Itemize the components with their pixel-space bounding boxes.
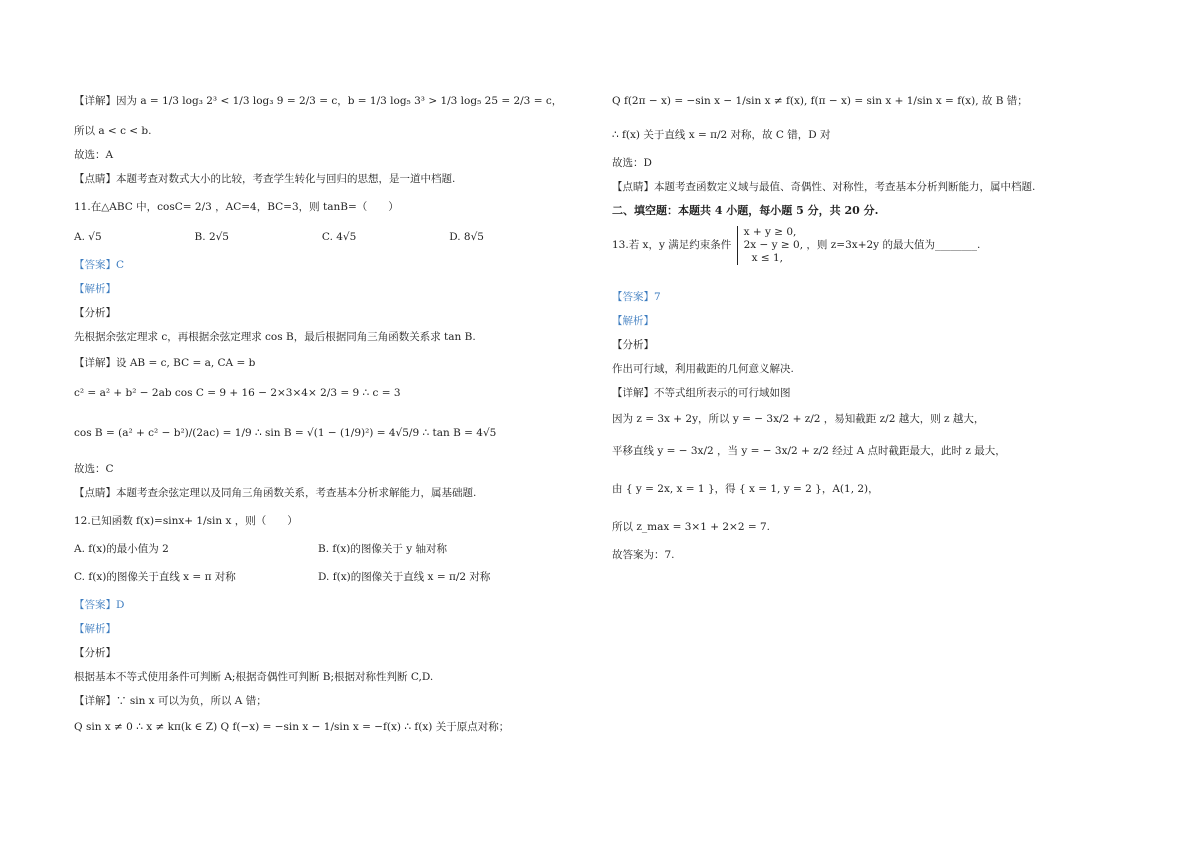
comment-11: 【点睛】本题考查余弦定理以及同角三角函数关系，考查基本分析求解能力，属基础题. xyxy=(74,487,477,499)
constraint-1: x + y ≥ 0, xyxy=(743,226,797,238)
detail-11-setup: 【详解】设 AB = c, BC = a, CA = b xyxy=(74,357,256,369)
detail-12-conclusion: ∴ f(x) 关于直线 x = π/2 对称，故 C 错，D 对 xyxy=(612,129,831,141)
question-11-options xyxy=(74,230,484,244)
section-heading-fill-in: 二、填空题：本题共 4 小题，每小题 5 分，共 20 分. xyxy=(612,204,879,217)
answer-11: 【答案】C xyxy=(74,259,125,271)
detail-12-a: 【详解】∵ sin x 可以为负，所以 A 错； xyxy=(74,695,267,707)
detail-12-parity: Q sin x ≠ 0 ∴ x ≠ kπ(k ∈ Z) Q f(−x) = −sin x − 1/sin x = −f(x) ∴ f(x) 关于原点对称； xyxy=(74,721,510,733)
detail-13-region: 【详解】不等式组所表示的可行域如图 xyxy=(612,387,791,399)
option-a: A. √5 xyxy=(74,231,102,243)
detail-13-intercept: 因为 z = 3x + 2y，所以 y = − 3x/2 + z/2 ，易知截距 z/2 越大，则 z 越大， xyxy=(612,413,985,425)
option-c: C. 4√5 xyxy=(321,231,357,243)
choice-11: 故选：C xyxy=(74,463,114,475)
question-12: 12.已知函数 f(x)=sinx+ 1/sin x ，则（ ） xyxy=(74,515,298,527)
comment-12: 【点睛】本题考查函数定义域与最值、奇偶性、对称性，考查基本分析判断能力，属中档题. xyxy=(612,181,1036,193)
analysis-label-11: 【解析】 xyxy=(74,283,116,295)
solution-10-choice: 故选：A xyxy=(74,149,114,161)
question-13-suffix: ，则 z=3x+2y 的最大值为________. xyxy=(806,239,981,251)
answer-12: 【答案】D xyxy=(74,599,125,611)
analysis-text-13: 作出可行域，利用截距的几何意义解决. xyxy=(612,363,794,375)
choice-12: 故选：D xyxy=(612,157,652,169)
detail-13-final: 故答案为：7. xyxy=(612,549,675,561)
option-d: D. 8√5 xyxy=(449,231,484,243)
detail-13-intersection: 由 { y = 2x, x = 1 }，得 { x = 1, y = 2 }，A(1, 2)， xyxy=(612,483,879,495)
solution-10-conclusion: 所以 a < c < b. xyxy=(74,125,152,137)
question-12-option-b: B. f(x)的图像关于 y 轴对称 xyxy=(318,543,447,555)
analysis-label-12: 【解析】 xyxy=(74,623,116,635)
analysis-heading-12: 【分析】 xyxy=(74,647,116,659)
question-12-option-c: C. f(x)的图像关于直线 x = π 对称 xyxy=(74,571,236,583)
detail-13-max: 所以 z_max = 3×1 + 2×2 = 7. xyxy=(612,521,771,533)
detail-12-symmetry: Q f(2π − x) = −sin x − 1/sin x ≠ f(x), f(π − x) = sin x + 1/sin x = f(x), 故 B 错； xyxy=(612,95,1028,107)
solution-10-detail: 【详解】因为 a = 1/3 log₃ 2³ < 1/3 log₃ 9 = 2/3 = c，b = 1/3 log₅ 3³ > 1/3 log₅ 25 = 2/3 = c， xyxy=(74,95,563,107)
analysis-heading-11: 【分析】 xyxy=(74,307,116,319)
solution-10-comment: 【点睛】本题考查对数式大小的比较，考查学生转化与回归的思想，是一道中档题. xyxy=(74,173,456,185)
constraint-2: 2x − y ≥ 0, xyxy=(743,239,804,251)
question-13-constraints xyxy=(737,226,804,265)
constraint-3: x ≤ 1, xyxy=(751,252,783,264)
analysis-heading-13: 【分析】 xyxy=(612,339,654,351)
question-13-prefix: 13.若 x，y 满足约束条件 xyxy=(612,239,732,251)
detail-13-translate: 平移直线 y = − 3x/2 ，当 y = − 3x/2 + z/2 经过 A 点时截距最大，此时 z 最大， xyxy=(612,445,1006,457)
question-11: 11.在△ABC 中，cosC= 2/3 ，AC=4，BC=3，则 tanB=（ ） xyxy=(74,201,399,213)
detail-11-cosine-law: c² = a² + b² − 2ab cos C = 9 + 16 − 2×3×4× 2/3 = 9 ∴ c = 3 xyxy=(74,387,401,399)
analysis-text-11: 先根据余弦定理求 c，再根据余弦定理求 cos B，最后根据同角三角函数关系求 tan B. xyxy=(74,331,476,343)
question-12-option-d: D. f(x)的图像关于直线 x = π/2 对称 xyxy=(318,571,491,583)
answer-13: 【答案】7 xyxy=(612,291,661,303)
analysis-text-12: 根据基本不等式使用条件可判断 A;根据奇偶性可判断 B;根据对称性判断 C,D. xyxy=(74,671,434,683)
question-13 xyxy=(612,226,980,265)
option-b: B. 2√5 xyxy=(194,231,229,243)
analysis-label-13: 【解析】 xyxy=(612,315,654,327)
question-12-option-a: A. f(x)的最小值为 2 xyxy=(74,543,169,555)
detail-11-tangent: cos B = (a² + c² − b²)/(2ac) = 1/9 ∴ sin B = √(1 − (1/9)²) = 4√5/9 ∴ tan B = 4√5 xyxy=(74,427,497,439)
